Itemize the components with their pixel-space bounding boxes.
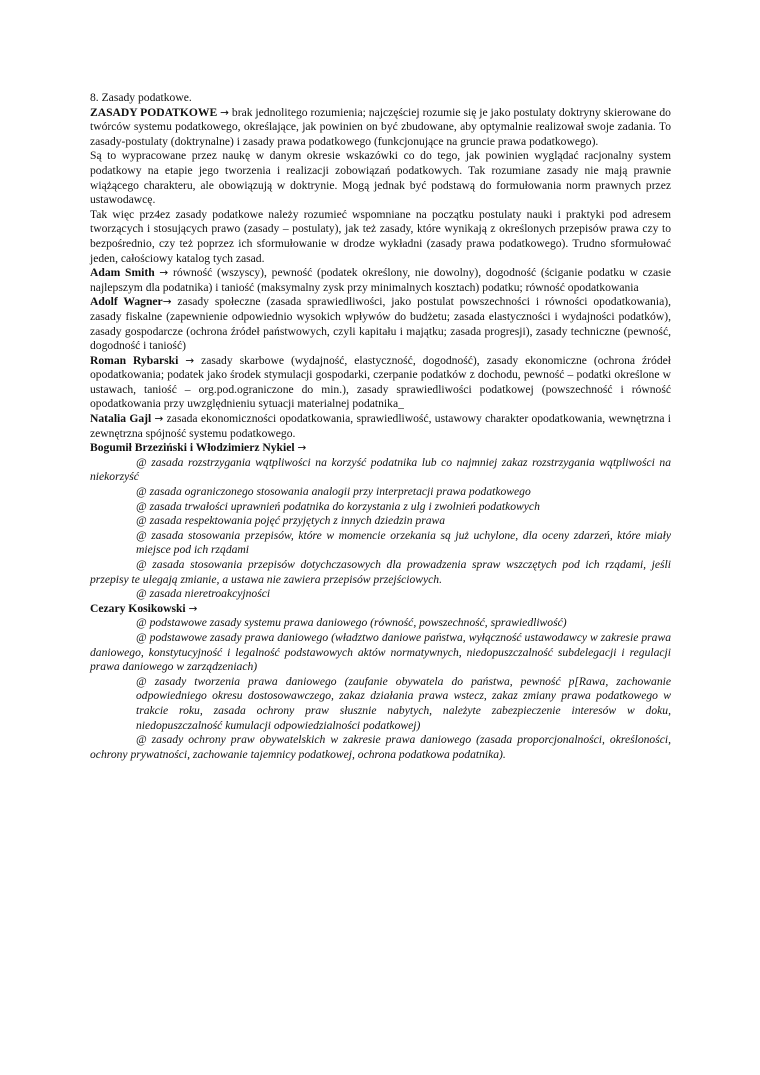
document-page [90, 91, 671, 762]
paragraph-kosikowski-heading [90, 602, 671, 617]
section-title: 8. Zasady podatkowe. [90, 91, 192, 104]
list-item: @ zasady tworzenia prawa daniowego (zaufanie obywatela do państwa, pewność p[Rawa, zachowanie odpowiedniego okresu dostosowawczego, zakaz działania prawa wstecz, zakaz zmiany prawa podatkowego w trakcie roku, zasada ochrony praw słusznie nabytych, należyte zabezpieczenie interesów w doku, niedopuszczalność kumulacji odpowiedzialności podatkowej) [136, 674, 671, 732]
arrow-right-icon: → [162, 296, 172, 309]
adolf-wagner-principles: zasady społeczne (zasada sprawiedliwości, jako postulat powszechności i równości opodatkowania), zasady fiskalne (zapewnienie odpowiednio wysokich wpływów do budżetu; zasada elastyczności i wydajności podatków), zasady gospodarcze (ochrona źródeł państwowych, czyli kapitału i majątku; zasada progresji), zasady techniczne (pewność, dogodność i taniość) [90, 295, 671, 353]
adam-smith-principles: równość (wszyscy), pewność (podatek określony, nie dowolny), dogodność (ściganie podatku w czasie najlepszym dla podatnika) i taniość (maksymalny zysk przy minimalnych kosztach) podatku; równość opodatkowania [90, 266, 672, 294]
arrow-right-icon: → [185, 354, 195, 367]
paragraph-wskazowki: Są to wypracowane przez naukę w danym okresie wskazówki co do tego, jak powinien wyglądać racjonalny system podatkowy na etapie jego tworzenia i realizacji zobowiązań podatkowych. Tak rozumiane zasady nie mają prawnie wiążącego charakteru, ale obowiązują w doktrynie. Mogą jednak być podstawą do formułowania norm prawnych przez ustawodawcę. [90, 149, 671, 207]
author-natalia-gajl: Natalia Gajl [90, 412, 152, 426]
paragraph-adam-smith [90, 266, 671, 295]
author-adolf-wagner: Adolf Wagner [90, 295, 163, 309]
arrow-right-icon: → [220, 106, 229, 119]
author-adam-smith: Adam Smith [90, 266, 155, 280]
author-brzezinski-nykiel: Bogumił Brzeziński i Włodzimierz Nykiel [90, 441, 295, 455]
list-item: @ zasada respektowania pojęć przyjętych z innych dziedzin prawa [136, 514, 446, 528]
list-item: @ zasady ochrony praw obywatelskich w zakresie prawa daniowego (zasada proporcjonalności, określoności, ochrony prywatności, zachowanie tajemnicy podatkowej, ochrona podatkowa podatnika). [90, 733, 671, 761]
list-item: @ podstawowe zasady prawa daniowego (władztwo daniowe państwa, wyłączność ustawodawcy w zakresie prawa daniowego, konstytucyjność i legalność podstawowych aktów normatywnych, niedopuszczalność subdelegacji i regulacji prawa daniowego w zarządzeniach) [90, 630, 671, 674]
list-item: @ zasada rozstrzygania wątpliwości na korzyść podatnika lub co najmniej zakaz rozstrzygania wątpliwości na niekorzyść [90, 455, 671, 484]
list-item: @ zasada stosowania przepisów, które w momencie orzekania są już uchylone, dla oceny zdarzeń, które miały miejsce pod ich rządami [136, 528, 671, 557]
arrow-right-icon: → [188, 602, 198, 615]
paragraph-roman-rybarski [90, 354, 671, 412]
roman-rybarski-principles: zasady skarbowe (wydajność, elastyczność, dogodność), zasady ekonomiczne (ochrona źródeł opodatkowania; podatek jako środek stymulacji gospodarki, czerpanie podatków z dochodu, pewność – podatki określone w ustawach, taniość – org.pod.ograniczone do min.), zasady sprawiedliwości podatkowej (powszechność i równość opodatkowania przy uwzględnieniu sytuacji materialnej podatnika_ [90, 353, 671, 411]
list-item: @ zasada ograniczonego stosowania analogii przy interpretacji prawa podatkowego [136, 485, 531, 499]
paragraph-natalia-gajl [90, 412, 671, 441]
paragraph-katalog: Tak więc prz4ez zasady podatkowe należy rozumieć wspomniane na początku postulaty nauki i praktyki pod adresem tworzących i stosujących prawo (zasady – postulaty), jak też zasady, które wynikają z określonych przepisów prawa czy to bezpośrednio, czy też poprzez ich sformułowanie w drodze wykładni (zasady prawa podatkowego). Trudno sformułować jeden, całościowy katalog tych zasad. [90, 207, 671, 265]
author-roman-rybarski: Roman Rybarski [90, 353, 179, 367]
paragraph-zasady-podatkowe [90, 106, 671, 150]
arrow-right-icon: → [297, 442, 307, 455]
list-item: @ zasada stosowania przepisów dotychczasowych dla prowadzenia spraw wszczętych pod ich rządami, jeśli przepisy te ulegają zmianie, a ustawa nie zawiera przepisów przejściowych. [90, 558, 671, 586]
zasady-podatkowe-definition: brak jednolitego rozumienia; najczęściej rozumie się je jako postulaty doktryny skierowane do twórców systemu podatkowego, określające, jak powinien on być zbudowane, aby optymalnie realizował swoje zadania. To zasady-postulaty (doktrynalne) i zasady prawa podatkowego (funkcjonujące na gruncie prawa podatkowego). [90, 105, 671, 148]
list-item: @ zasada trwałości uprawnień podatnika do korzystania z ulg i zwolnień podatkowych [136, 499, 540, 513]
author-cezary-kosikowski: Cezary Kosikowski [90, 601, 186, 615]
natalia-gajl-principles: zasada ekonomiczności opodatkowania, sprawiedliwość, ustawowy charakter opodatkowania, wewnętrzna i zewnętrzna spójność systemu podatkowego. [90, 412, 671, 440]
paragraph-adolf-wagner [90, 295, 671, 353]
list-item: @ podstawowe zasady systemu prawa daniowego (równość, powszechność, sprawiedliwość) [136, 616, 567, 630]
paragraph-brzezinski-nykiel-heading [90, 441, 671, 456]
zasady-podatkowe-term: ZASADY PODATKOWE [90, 105, 218, 119]
arrow-right-icon: → [159, 267, 169, 280]
arrow-right-icon: → [154, 413, 164, 426]
list-item: @ zasada nieretroakcyjności [136, 587, 271, 601]
